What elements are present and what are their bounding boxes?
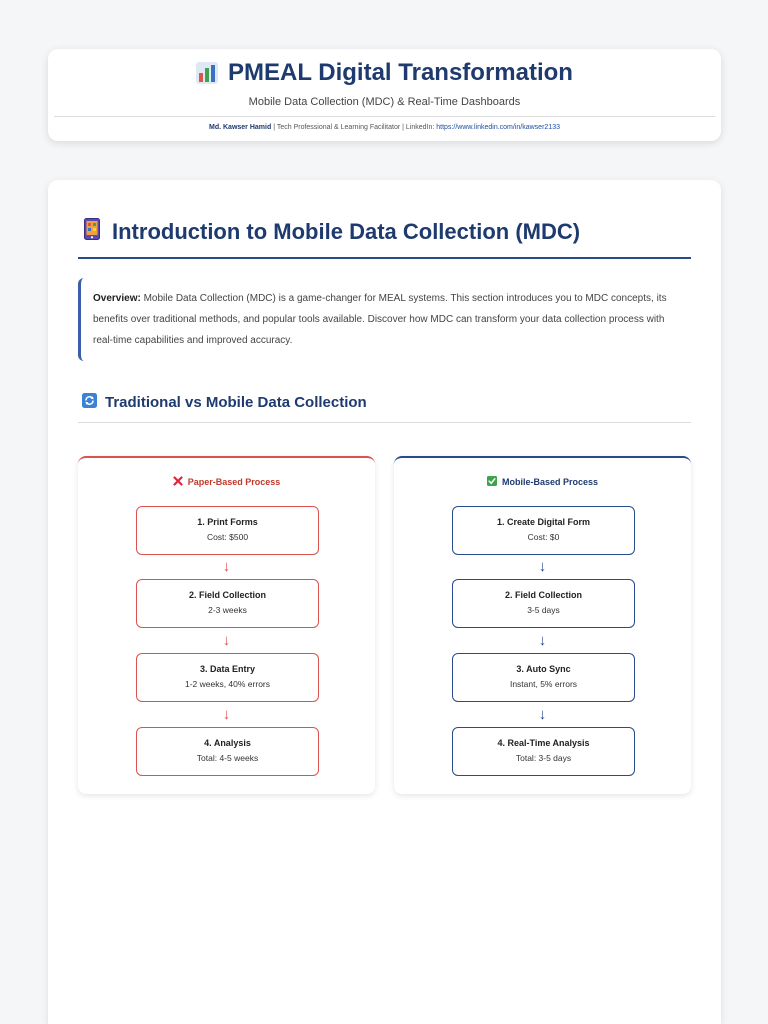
step-detail: 1-2 weeks, 40% errors (184, 679, 271, 689)
step-detail: Total: 3-5 days (515, 753, 572, 763)
down-arrow-icon: ↓ (538, 632, 547, 649)
paper-process-title-text: Paper-Based Process (187, 477, 281, 487)
paper-process-title (78, 476, 375, 488)
down-arrow-icon: ↓ (222, 706, 231, 723)
step-name: 3. Data Entry (199, 664, 256, 674)
cross-mark-icon (173, 476, 183, 488)
author-role: | Tech Professional & Learning Facilitator | LinkedIn: (271, 124, 437, 131)
overview-callout (78, 278, 691, 361)
comparison-divider (78, 422, 691, 423)
mobile-process-panel (394, 456, 691, 794)
mobile-process-title-text: Mobile-Based Process (501, 477, 599, 487)
step-detail: Instant, 5% errors (509, 679, 578, 689)
paper-step-1 (136, 506, 319, 555)
overview-label: Overview: (93, 293, 141, 304)
section-title (84, 218, 691, 246)
paper-step-4 (136, 727, 319, 776)
mobile-step-3 (452, 653, 635, 702)
mobile-process-title (394, 476, 691, 488)
paper-step-2 (136, 579, 319, 628)
comparison-title-text: Traditional vs Mobile Data Collection (105, 394, 367, 411)
step-name: 1. Print Forms (197, 517, 258, 527)
step-name: 1. Create Digital Form (496, 517, 591, 527)
paper-step-3 (136, 653, 319, 702)
step-detail: Cost: $0 (527, 532, 560, 542)
check-mark-icon (487, 476, 497, 488)
step-detail: Total: 4-5 weeks (196, 753, 259, 763)
page-title-text: PMEAL Digital Transformation (228, 59, 573, 86)
refresh-icon (82, 393, 97, 412)
paper-process-panel (78, 456, 375, 794)
down-arrow-icon: ↓ (222, 558, 231, 575)
bar-chart-icon (196, 62, 218, 84)
mobile-step-1 (452, 506, 635, 555)
mobile-step-4 (452, 727, 635, 776)
step-detail: 2-3 weeks (208, 605, 247, 615)
section-title-text: Introduction to Mobile Data Collection (MDC) (112, 219, 581, 244)
step-name: 3. Auto Sync (516, 664, 571, 674)
step-detail: Cost: $500 (206, 532, 249, 542)
header-divider (54, 116, 715, 117)
header-card (48, 49, 721, 141)
section-divider (78, 257, 691, 259)
step-name: 2. Field Collection (504, 590, 582, 600)
down-arrow-icon: ↓ (538, 558, 547, 575)
mobile-phone-icon (84, 218, 100, 246)
overview-text: Mobile Data Collection (MDC) is a game-changer for MEAL systems. This section introduces you to MDC concepts, its benefits over traditional methods, and popular tools available. Discover how MDC can transform your data collection process with real-time capabilities and improved accuracy. (93, 293, 667, 346)
main-card (48, 180, 721, 1024)
step-name: 2. Field Collection (188, 590, 266, 600)
step-name: 4. Analysis (204, 738, 251, 748)
down-arrow-icon: ↓ (222, 632, 231, 649)
comparison-title (82, 393, 691, 412)
mobile-step-2 (452, 579, 635, 628)
linkedin-link[interactable]: https://www.linkedin.com/in/kawser2133 (436, 124, 560, 131)
author-name: Md. Kawser Hamid (209, 124, 272, 131)
down-arrow-icon: ↓ (538, 706, 547, 723)
page-subtitle: Mobile Data Collection (MDC) & Real-Time Dashboards (248, 96, 521, 108)
step-detail: 3-5 days (527, 605, 560, 615)
step-name: 4. Real-Time Analysis (497, 738, 590, 748)
author-credit (48, 124, 721, 131)
page-title (48, 59, 721, 87)
